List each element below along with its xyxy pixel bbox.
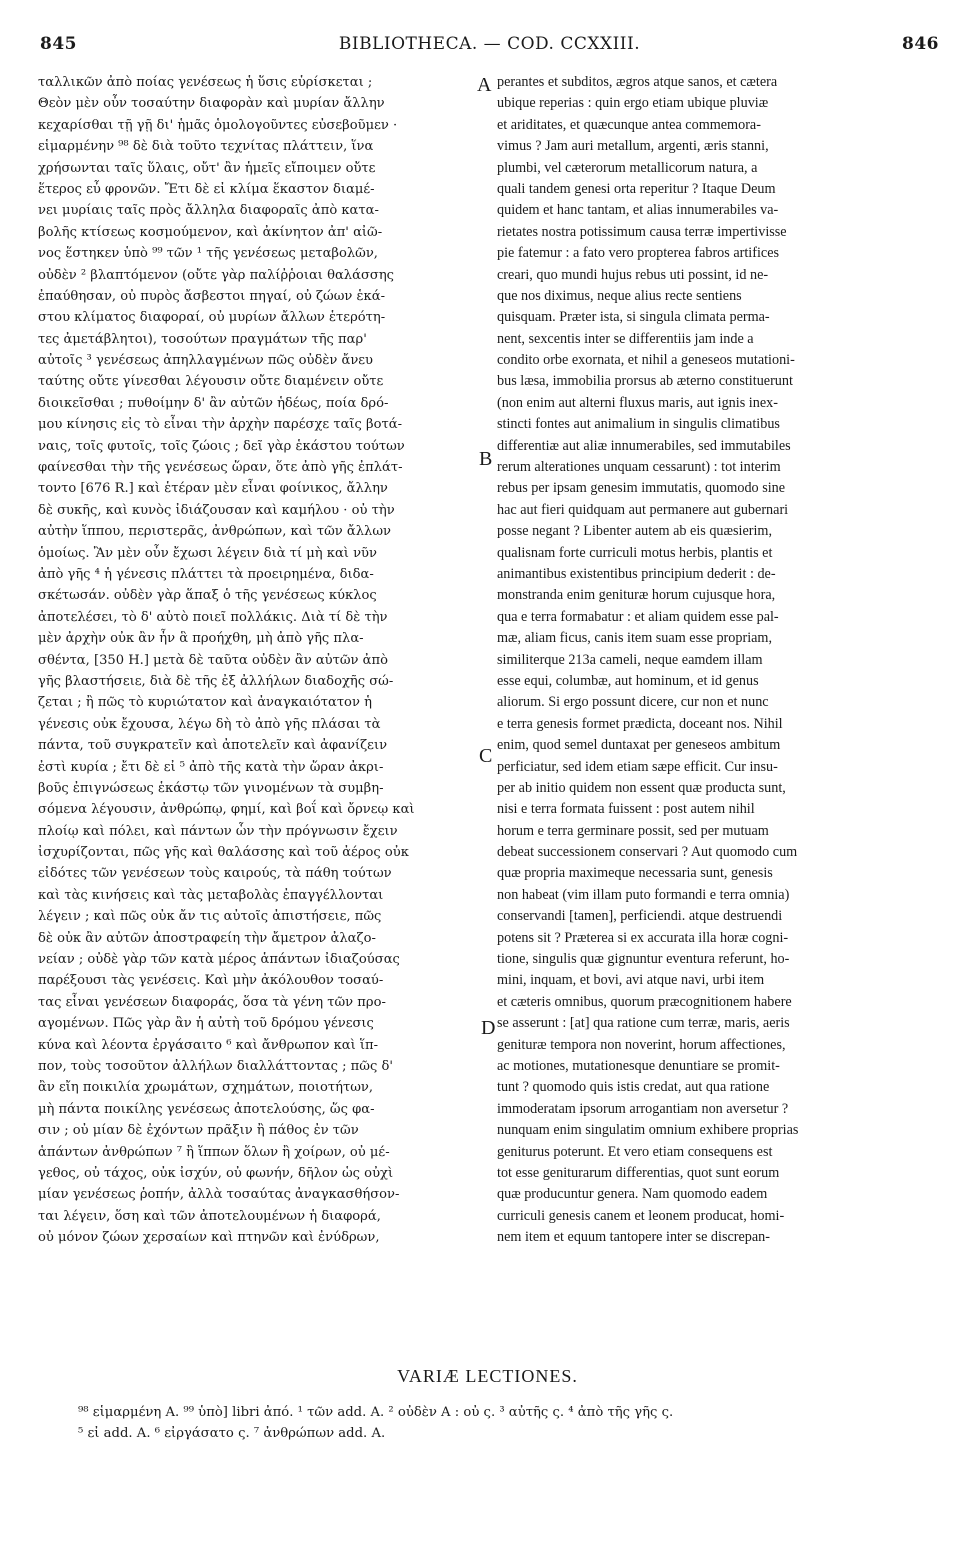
running-head-title: BIBLIOTHECA. — COD. CCXXIII. — [338, 34, 641, 54]
latin-text-line: rebus per ipsam genesim immutatis, quomodo sine — [497, 480, 786, 497]
greek-text-line: τας εἶναι γενέσεων διαφοράς, ὅσα τὰ γένη τῶν προ- — [38, 994, 386, 1010]
greek-text-line: ἐπαύθησαν, οὐ πυρὸς ἄσβεστοι πηγαί, οὐ ζώων ἑκά- — [38, 288, 385, 304]
greek-text-line: ται λέγειν, ὅση καὶ τῶν ἀποτελουμένων ἡ διαφορά, — [38, 1208, 381, 1224]
greek-text-line: μὲν ἀρχὴν οὐκ ἂν ἦν ἃ προήχθη, μὴ ἀπὸ γῆς πλα- — [38, 631, 364, 647]
greek-text-line: τες ἀμετάβλητοι), τοσούτων πραγμάτων τῆς παρ' — [38, 331, 367, 347]
latin-text-line: rietates nostra potissimum causa terræ impertivisse — [497, 223, 787, 240]
latin-text-line: enim, quod semel duntaxat per geneseos ambitum — [497, 737, 781, 754]
latin-text-line: differentiæ aut aliæ innumerabiles, sed immutabiles — [497, 437, 791, 454]
latin-text-line: quæ propria maximeque necessaria sunt, genesis — [497, 865, 773, 882]
latin-text-line: nem item et equum tantopere inter se discrepan- — [497, 1229, 771, 1246]
greek-text-line: στου κλίματος διαφοραί, οὐ μυρίων ἄλλων ἑτερότη- — [38, 310, 386, 326]
greek-text-line: ἐστὶ κυρία ; ἔτι δὲ εἰ ⁵ ἀπὸ τῆς κατὰ τὴν ὥραν ἀκρι- — [38, 759, 384, 775]
greek-text-line: αγομένων. Πῶς γὰρ ἂν ἡ αὐτὴ τοῦ δρόμου γένεσις — [38, 1016, 374, 1032]
latin-text-line: aliorum. Si ergo possunt dicere, cur non et nunc — [497, 694, 769, 711]
running-header — [40, 34, 939, 64]
page-number-left: 845 — [40, 34, 77, 54]
greek-text-line: ἀποτελέσει, τὸ δ' αὐτὸ ποιεῖ πολλάκις. Διὰ τί δὲ τὴν — [38, 609, 388, 625]
greek-text-line: αὐτὴν ἵππου, περιστερᾶς, ἀνθρώπων, καὶ τῶν ἄλλων — [38, 524, 391, 540]
greek-text-line: παρέξουσι τὰς γενέσεις. Καὶ μὴν ἀκόλουθον τοσαύ- — [38, 973, 384, 989]
greek-text-line: ἀπὸ γῆς ⁴ ἡ γένεσις πλάττει τὰ προειρημένα, διδα- — [38, 566, 374, 582]
greek-text-line: τοντο [676 R.] καὶ ἑτέραν μὲν εἶναι φοίνικος, ἄλλην — [38, 481, 388, 497]
latin-text-line: similiterque 213a cameli, neque eamdem illam — [497, 651, 763, 668]
latin-text-line: nunquam enim singulatim omnium exhibere proprias — [497, 1122, 799, 1139]
greek-text-line: λέγειν ; καὶ πῶς οὐκ ἄν τις αὐτοῖς ἀπιστήσειε, πῶς — [38, 909, 382, 925]
latin-text-line: perficiatur, sed idem etiam sæpe efficit. Cur insu- — [497, 758, 778, 775]
greek-text-line: γεθος, οὐ τάχος, οὐκ ἰσχύν, οὐ φωνήν, δῆλον ὡς οὐχὶ — [38, 1165, 394, 1181]
latin-text-line: et ariditates, et quæcunque antea commemora- — [497, 116, 761, 133]
greek-text-line: βολῆς κτίσεως κοσμούμενον, καὶ ἀκίνητον ἀπ' αἰῶ- — [38, 224, 383, 240]
latin-text-line: qua e terra formabatur : et aliam quidem esse pal- — [497, 608, 779, 625]
latin-text-line: mini, inquam, et bovi, avi atque navi, urbi item — [497, 972, 765, 989]
greek-text-line: σόμενα λέγουσιν, ἀνθρώπῳ, φημί, καὶ βοΐ καὶ ὄρνεῳ καὶ — [38, 802, 415, 818]
greek-text-line: πλοίῳ καὶ πόλει, καὶ πάντων ὧν τὴν πρόγνωσιν ἔχειν — [38, 823, 398, 839]
latin-text-line: conservandi [tamen], perficiendi. atque destruendi — [497, 908, 783, 925]
latin-text-line: quæ producuntur genera. Nam quomodo eadem — [497, 1186, 768, 1203]
variae-lectiones-line-2: ⁵ εἰ add. A. ⁶ εἰργάσατο ς. ⁷ ἀνθρώπων add. A. — [78, 1426, 386, 1441]
greek-text-line: εἰδότες τῶν γενέσεων τοὺς καιρούς, τὰ πάθη τούτων — [38, 866, 392, 882]
latin-text-line: ubique reperias : quin ergo etiam ubique pluviæ — [497, 95, 769, 112]
greek-text-line: σθέντα, [350 H.] μετὰ δὲ ταῦτα οὐδὲν ἂν αὐτῶν ἀπὸ — [38, 652, 389, 668]
greek-text-line: διοικεῖσθαι ; πυθοίμην δ' ἂν αὐτῶν ἡδέως, ποία δρό- — [38, 395, 389, 411]
greek-text-line: ζεται ; ἢ πῶς τὸ κυριώτατον καὶ ἀναγκαιότατον ἡ — [38, 695, 372, 711]
latin-text-line: vimus ? Jam auri metallum, argenti, æris stanni, — [497, 138, 769, 155]
variae-lectiones-line-1: ⁹⁸ εἱμαρμένη A. ⁹⁹ ὑπὸ] libri ἀπό. ¹ τῶν add. A. ² οὐδὲν A : οὐ ς. ³ αὐτῆς ς. ⁴ ἀπὸ τῆς γῆς ς. — [78, 1405, 674, 1420]
latin-text-line: potens sit ? Præterea si ex accurata illa horæ cogni- — [497, 929, 789, 946]
latin-text-line: pie fatemur : a fato vero propterea fabros artifices — [497, 245, 780, 262]
greek-text-line: ταλλικῶν ἀπὸ ποίας γενέσεως ἡ ὕσις εὑρίσκεται ; — [38, 75, 373, 90]
greek-text-line: πον, τοὺς τοσοῦτον ἀλλήλων διαλλάττοντας ; πῶς δ' — [38, 1058, 393, 1074]
latin-text-line: esse equi, columbæ, aut hominum, et id genus — [497, 672, 759, 689]
latin-text-line: mæ, aliam ficus, canis item suam esse propriam, — [497, 630, 773, 647]
greek-text-line: καὶ τὰς κινήσεις καὶ τὰς μεταβολὰς ἐπαγγέλλονται — [38, 887, 384, 903]
latin-text-line: nisi e terra formata fuissent : post autem nihil — [497, 801, 755, 818]
latin-text-line: perantes et subditos, ægros atque sanos, et cætera — [497, 74, 778, 90]
greek-text-column — [38, 72, 472, 1248]
latin-text-line: tunt ? quomodo quis istis credat, aut qua ratione — [497, 1079, 770, 1096]
greek-text-line: ἁπάντων ἀνθρώπων ⁷ ἢ ἵππων ὅλων ἢ χοίρων, οὐ μέ- — [38, 1144, 390, 1160]
greek-text-line: σιν ; οὐ μίαν δὲ ἐχόντων πρᾶξιν ἢ πάθος ἐν τῶν — [38, 1123, 359, 1139]
latin-text-line: et cæteris omnibus, quorum præcognitionem habere — [497, 993, 792, 1010]
latin-text-line: quidem et hanc tantam, et alias innumerabiles va- — [497, 202, 779, 219]
latin-text-line: e terra genesis formet prædicta, doceant nos. Nihil — [497, 715, 783, 732]
greek-text-line: εἱμαρμένην ⁹⁸ δὲ διὰ τοῦτο τεχνίτας πλάττειν, ἵνα — [38, 139, 374, 155]
greek-text-line: πάντα, τοῦ συγκρατεῖν καὶ ἀποτελεῖν καὶ ἀφανίζειν — [38, 738, 388, 754]
margin-letter-b: B — [479, 448, 493, 470]
greek-text-line: ἕτερος εὖ φρονῶν. Ἔτι δὲ εἰ κλίμα ἕκαστον διαμέ- — [38, 181, 375, 197]
latin-text-line: creari, quo mundi hujus rebus uti possint, id ne- — [497, 266, 769, 283]
greek-text-line: δὲ συκῆς, καὶ κυνὸς ἰδιάζουσαν καὶ καμήλου · οὐ τὴν — [38, 502, 395, 518]
greek-text-line: κύνα καὶ λέοντα ἐργάσαιτο ⁶ καὶ ἄνθρωπον καὶ ἵπ- — [38, 1037, 379, 1053]
greek-text-line: δὲ οὐκ ἂν αὐτῶν ἀποστραφείη τὴν ἄμετρον ἀλαζο- — [38, 930, 376, 946]
greek-text-line: ἂν εἴη ποικιλία χρωμάτων, σχημάτων, ποιοτήτων, — [38, 1080, 374, 1096]
latin-text-line: geniturus poterunt. Et vero etiam consequens est — [497, 1143, 773, 1160]
latin-text-line: qualisnam forte curriculi motus herbis, plantis et — [497, 544, 773, 561]
latin-text-line: plumbi, vel cæterorum metallicorum natura, a — [497, 159, 758, 176]
greek-text-line: Θεὸν μὲν οὖν τοσαύτην διαφορὰν καὶ μυρίαν ἄλλην — [38, 96, 385, 112]
margin-letter-d: D — [481, 1017, 496, 1039]
variae-lectiones-heading: VARIÆ LECTIONES. — [397, 1366, 578, 1386]
greek-text-line: νείαν ; οὐδὲ γὰρ τῶν κατὰ μέρος ἁπάντων ἰδιαζούσας — [38, 952, 400, 968]
latin-text-line: (non enim aut alterni fluxus maris, aut ignis inex- — [497, 394, 778, 411]
greek-text-line: ἰσχυρίζονται, πῶς γῆς καὶ θαλάσσης καὶ τοῦ ἀέρος οὐκ — [38, 845, 409, 861]
latin-text-line: immoderatam ipsorum arrogantiam non aversetur ? — [497, 1100, 789, 1117]
greek-text-line: βοῦς ἐπιγνώσεως ἑκάστῳ τῶν γινομένων τὰ συμβη- — [38, 780, 384, 796]
greek-text-line: αὐτοῖς ³ γενέσεως ἀπηλλαγμένων πῶς οὐδὲν ἄνευ — [38, 353, 374, 369]
latin-text-line: quisquam. Præter ista, si singula climata perma- — [497, 309, 770, 326]
greek-text-line: κεχαρίσθαι τῇ γῇ δι' ἡμᾶς ὁμολογοῦντες εὐσεβοῦμεν · — [38, 117, 398, 133]
latin-text-line: bus læsa, immobilia prorsus ab æterno constituerunt — [497, 373, 793, 390]
greek-text-line: ὁμοίως. Ἂν μὲν οὖν ἔχωσι λέγειν διὰ τί μὴ καὶ νῦν — [38, 545, 377, 561]
latin-text-line: tot esse geniturarum differentias, quot sunt eorum — [497, 1164, 780, 1181]
margin-letter-c: C — [479, 745, 493, 767]
latin-text-line: se asserunt : [at] qua ratione cum terræ, maris, aeris — [497, 1015, 790, 1032]
greek-text-line: γῆς βλαστήσειε, διὰ δὲ τῆς ἐξ ἀλλήλων διαδοχῆς σώ- — [38, 673, 394, 689]
latin-text-line: hac aut fieri quidquam aut permanere aut gubernari — [497, 501, 789, 518]
latin-text-line: posse negant ? Libenter autem ab eis quæsierim, — [497, 523, 773, 540]
greek-text-line: μίαν γενέσεως ῥοπήν, ἀλλὰ τοσαύτας ἀναγκασθήσον- — [38, 1187, 400, 1203]
latin-text-line: debeat successionem conservari ? Aut quomodo cum — [497, 844, 798, 861]
latin-text-line: monstranda enim genituræ horum cujusque hora, — [497, 587, 776, 604]
latin-text-line: animantibus existentibus principium dederit : de- — [497, 565, 776, 582]
latin-text-line: nent, sexcentis inter se differentiis jam inde a — [497, 330, 754, 347]
latin-text-line: per ab initio quidem non essent quæ producta sunt, — [497, 779, 786, 796]
greek-text-line: μὴ πάντα ποικίλης γενέσεως ἀποτελούσης, ὥς φα- — [38, 1101, 375, 1117]
latin-text-line: tione, singulis quæ gignuntur eventura referunt, ho- — [497, 951, 790, 968]
latin-text-line: ac motiones, mutationesque denuntiare se promit- — [497, 1057, 780, 1074]
greek-text-line: σκέτωσάν. οὐδὲν γὰρ ἅπαξ ὁ τῆς γενέσεως κύκλος — [38, 588, 377, 604]
latin-text-column — [497, 72, 937, 1248]
greek-text-line: μου κίνησις εἰς τὸ εἶναι τὴν ἀρχὴν παρέσχε ταῖς βοτά- — [38, 417, 402, 433]
greek-text-line: γένεσις οὐκ ἔχουσα, λέγω δὴ τὸ ἀπὸ γῆς πλάσαι τὰ — [38, 716, 381, 732]
latin-text-line: non habeat (vim illam puto formandi e terra omnia) — [497, 886, 790, 903]
greek-text-line: νος ἕστηκεν ὑπὸ ⁹⁹ τῶν ¹ τῆς γενέσεως μεταβολῶν, — [38, 246, 378, 262]
latin-text-line: condito orbe exornata, et nihil a geneseos mutationi- — [497, 352, 795, 369]
latin-text-line: quali tandem genesi orta reperitur ? Itaque Deum — [497, 180, 776, 197]
latin-text-line: rerum alterationes unquam cessarunt) : tot interim — [497, 459, 781, 476]
page-number-right: 846 — [902, 34, 939, 54]
latin-text-line: stincti fontes aut animalium in singulis climatibus — [497, 416, 780, 433]
latin-text-line: genituræ tempora non noverint, horum affectiones, — [497, 1036, 786, 1053]
latin-text-line: que nos diximus, neque alius recte sentiens — [497, 287, 742, 304]
greek-text-line: νει μυρίαις ταῖς πρὸς ἄλληλα διαφοραῖς ἀπὸ κατα- — [38, 203, 379, 219]
greek-text-line: οὐ μόνον ζώων χερσαίων καὶ πτηνῶν καὶ ἐνύδρων, — [38, 1230, 380, 1246]
latin-text-line: curriculi genesis canem et leonem producat, homi- — [497, 1207, 785, 1224]
greek-text-line: ταύτης οὔτε γίνεσθαι λέγουσιν οὔτε διαμένειν οὔτε — [38, 374, 384, 390]
greek-text-line: οὐδὲν ² βλαπτόμενον (οὔτε γὰρ παλίῤῥοιαι θαλάσσης — [38, 267, 395, 283]
greek-text-line: χρήσωνται ταῖς ὕλαις, οὔτ' ἂν ἡμεῖς εἴποιμεν οὔτε — [38, 160, 376, 176]
greek-text-line: ναις, τοῖς φυτοῖς, τοῖς ζώοις ; δεῖ γὰρ ἑκάστου τούτων — [38, 438, 405, 454]
greek-text-line: φαίνεσθαι τὴν τῆς γενέσεως ὥραν, ὅτε ἀπὸ γῆς ἐπλάτ- — [38, 460, 403, 476]
margin-letter-a: A — [477, 74, 492, 96]
latin-text-line: horum e terra germinare possit, sed per mutuam — [497, 822, 769, 839]
